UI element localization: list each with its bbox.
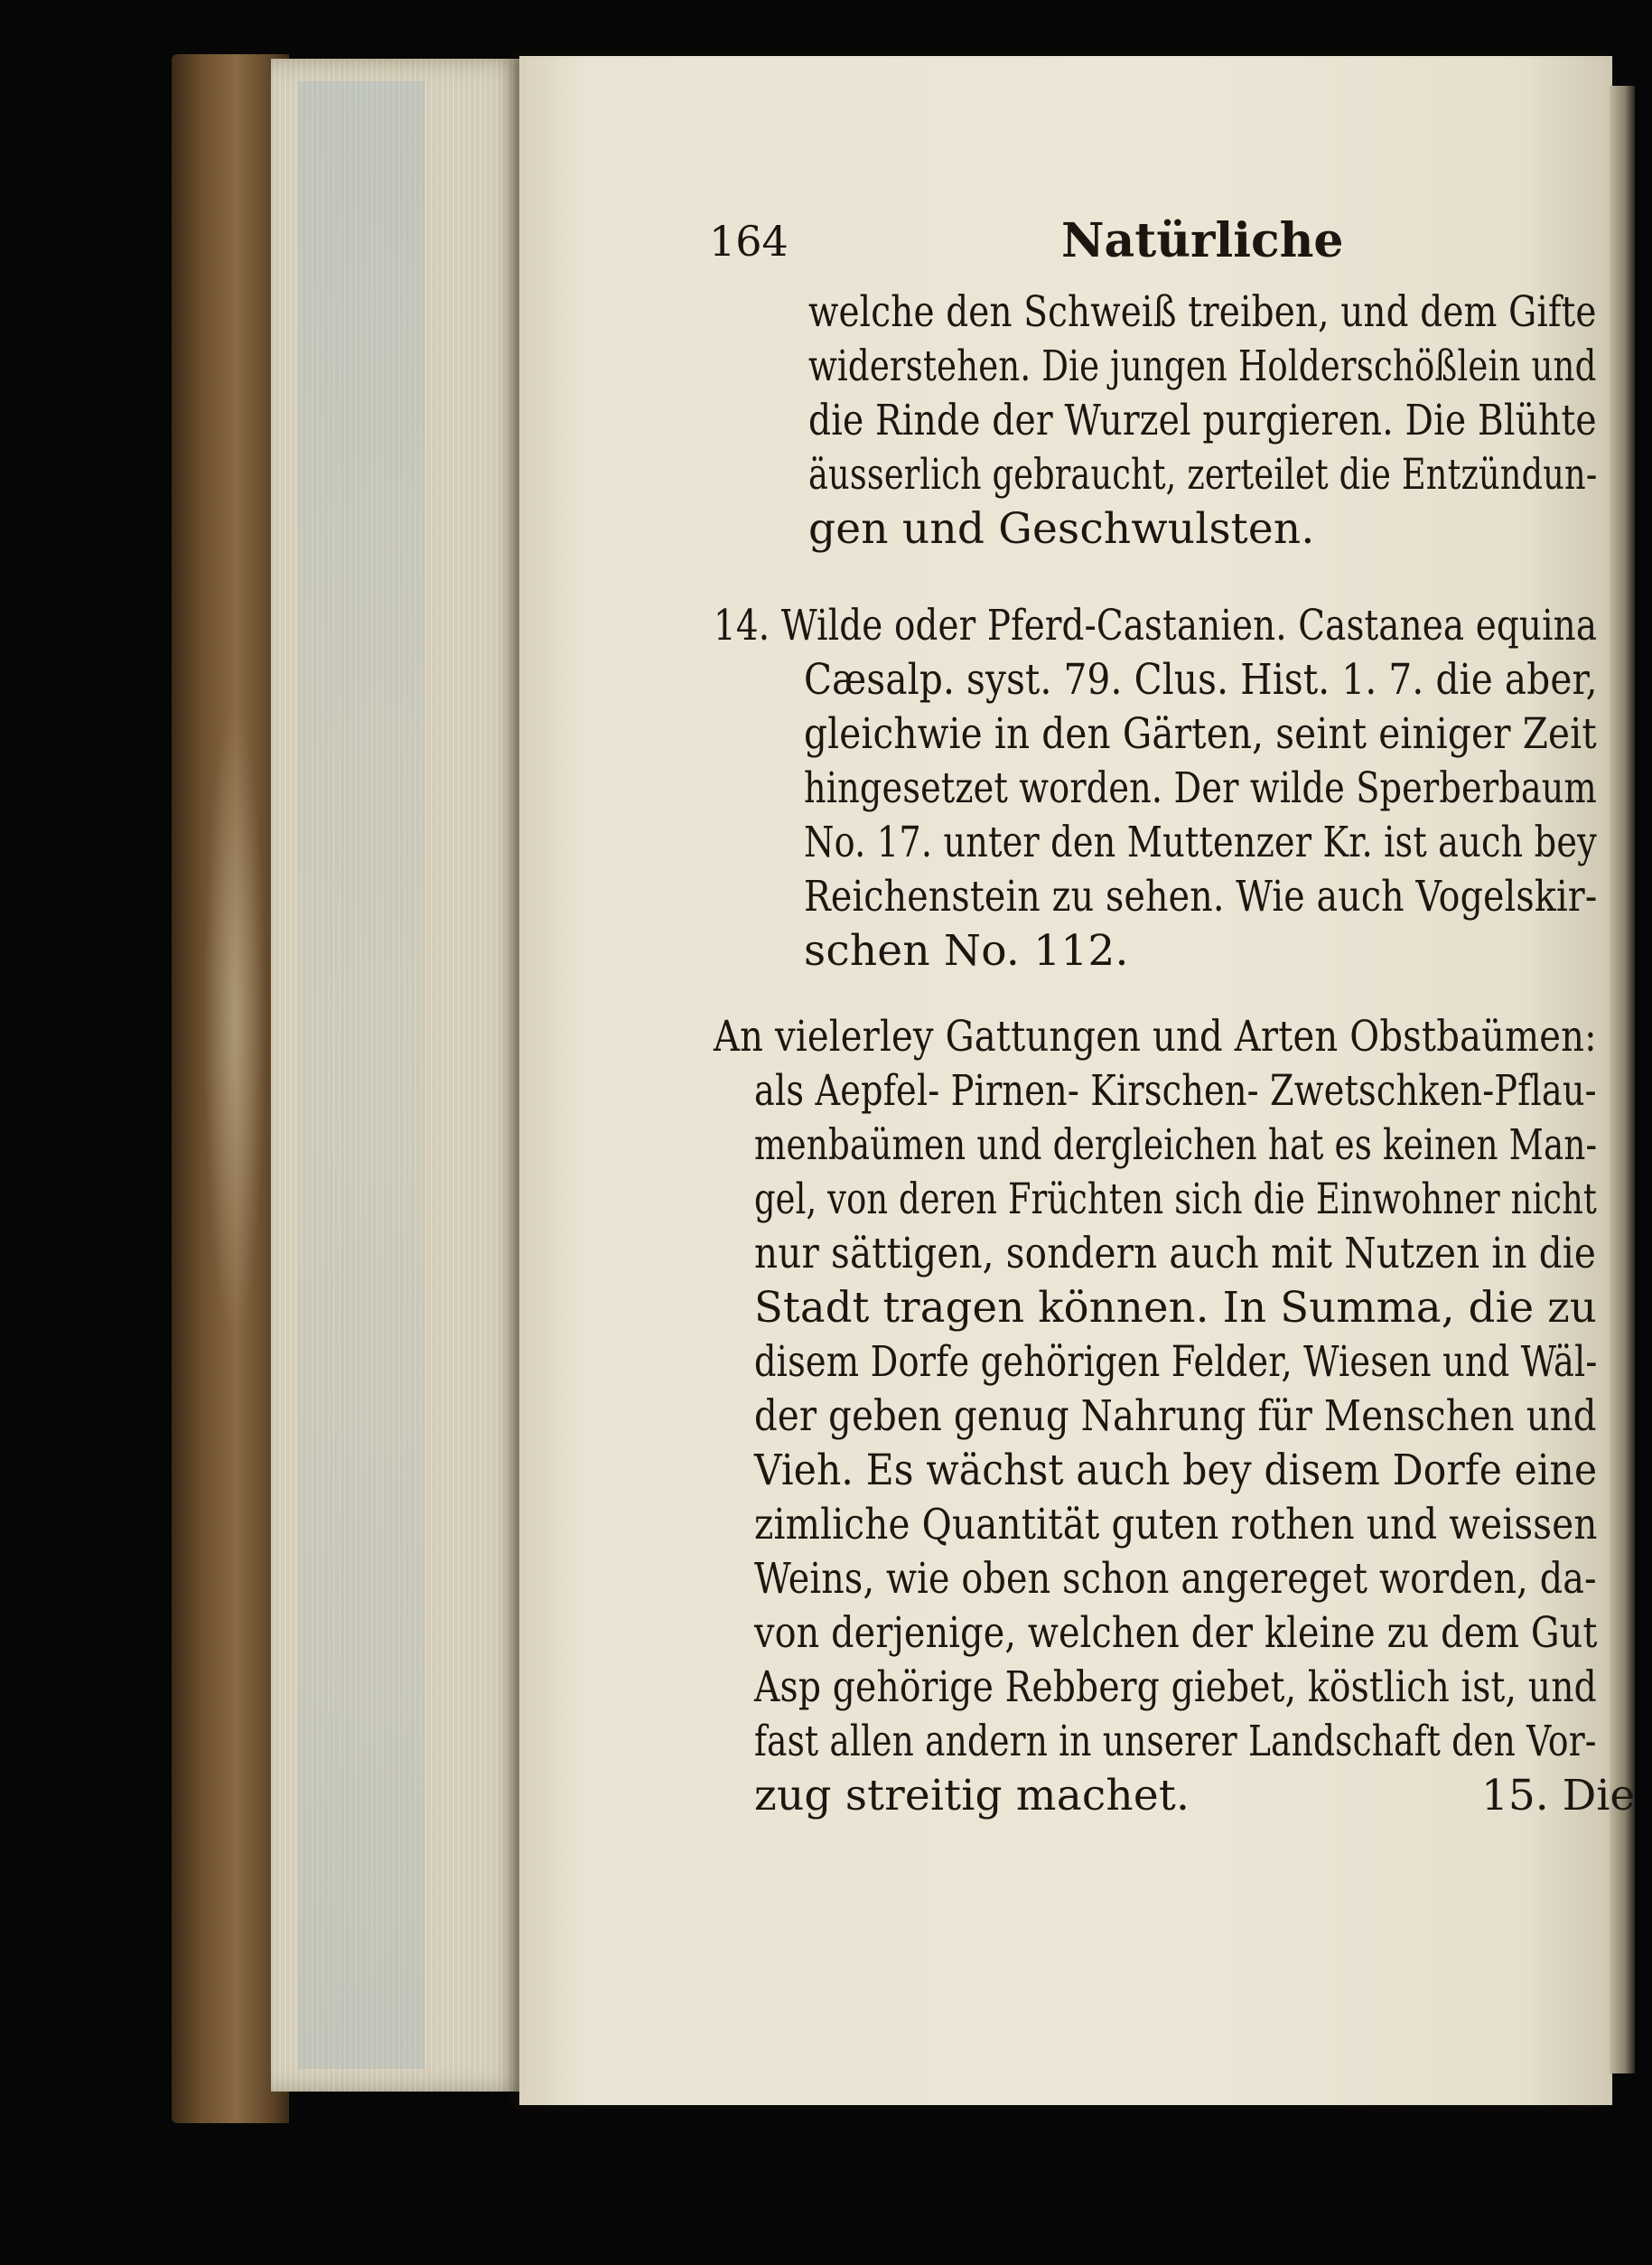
text-line: Vieh. Es wächst auch bey disem Dorfe eine [754,1446,1598,1495]
text-line: hingesetzet worden. Der wilde Sperberbaum [804,763,1597,813]
cover-stain [203,705,266,1337]
text-line: An vielerley Gattungen und Arten Obstbaümen: [714,1012,1597,1062]
text-line: von derjenige, welchen der kleine zu dem Gut [754,1608,1598,1658]
catchword: 15. Die [1481,1771,1636,1820]
text-line: gleichwie in den Gärten, seint einiger Zeit [804,709,1597,759]
text-line: fast allen andern in unserer Landschaft den Vor- [754,1717,1597,1766]
text-line: Stadt tragen können. In Summa, die zu [754,1283,1598,1333]
text-line: widerstehen. Die jungen Holderschößlein und [808,342,1597,391]
text-line: menbaümen und dergleichen hat es keinen Man- [754,1120,1598,1170]
text-line: der geben genug Nahrung für Menschen und [754,1391,1597,1441]
text-line: schen No. 112. [804,926,1129,976]
page-number: 164 [709,217,789,266]
text-line: welche den Schweiß treiben, und dem Gifte [808,287,1597,337]
running-head: Natürliche [1061,213,1344,268]
text-line: als Aepfel- Pirnen- Kirschen- Zwetschken-Pflau- [754,1066,1597,1116]
text-line: Reichenstein zu sehen. Wie auch Vogelskir- [804,872,1598,922]
text-line: 14. Wilde oder Pferd-Castanien. Castanea equina [714,601,1598,650]
text-line: äusserlich gebraucht, zerteilet die Entzündun- [808,450,1598,500]
text-line: zug streitig machet. [754,1771,1190,1820]
text-line: No. 17. unter den Muttenzer Kr. ist auch bey [804,818,1597,867]
page-header [709,213,1594,280]
text-line: zimliche Quantität guten rothen und weissen [754,1500,1598,1549]
text-line: die Rinde der Wurzel purgieren. Die Blühte [808,396,1597,445]
text-line: Weins, wie oben schon angereget worden, da- [754,1554,1597,1604]
page-edges-tint [298,81,425,2069]
text-line: nur sättigen, sondern auch mit Nutzen in die [754,1229,1597,1278]
text-line: disem Dorfe gehörigen Felder, Wiesen und Wäl- [754,1337,1598,1387]
text-line: gen und Geschwulsten. [808,504,1315,554]
text-line: Cæsalp. syst. 79. Clus. Hist. 1. 7. die aber, [804,655,1598,705]
text-line: Asp gehörige Rebberg giebet, köstlich ist, und [754,1662,1597,1712]
text-line: gel, von deren Früchten sich die Einwohner nicht [754,1175,1597,1224]
